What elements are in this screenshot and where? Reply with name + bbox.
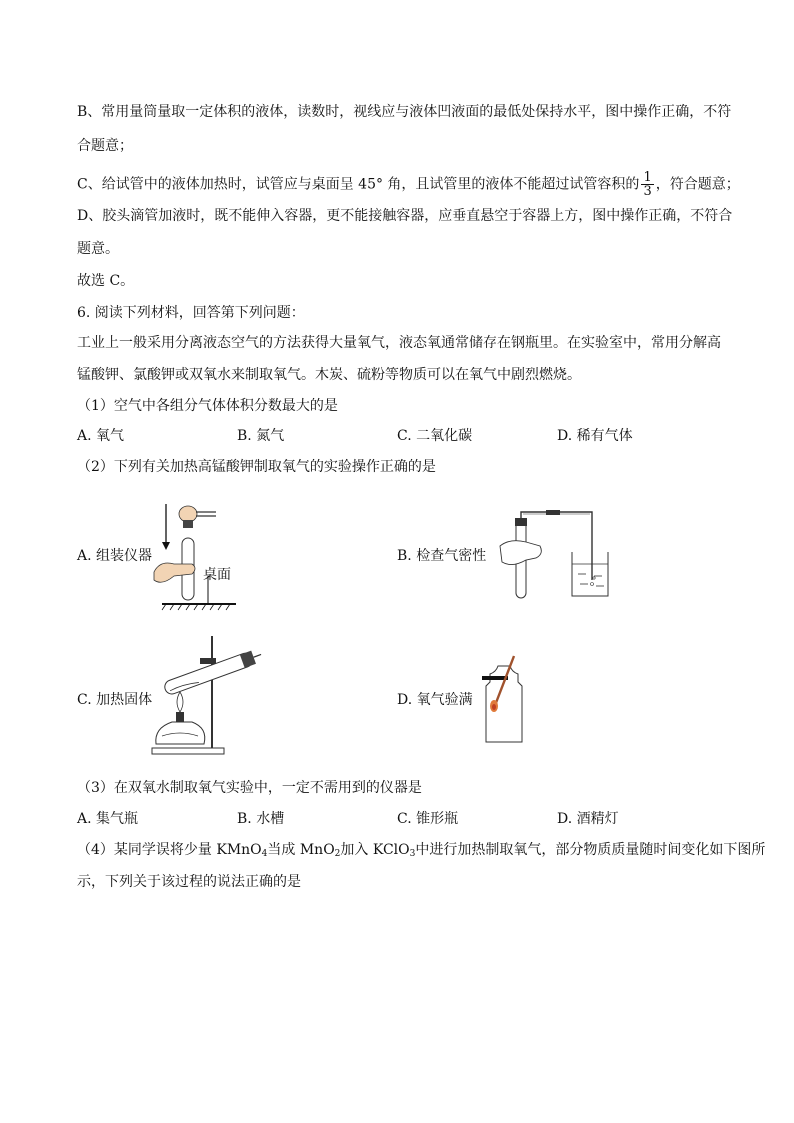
sub-question-4-line2: 示，下列关于该过程的说法正确的是 [77,874,301,890]
q4-subscript-3: 3 [409,849,416,859]
explanation-c-text: C、给试管中的液体加热时，试管应与桌面呈 45° 角，且试管里的液体不能超过试管容积的 [77,176,640,193]
q1-option-b[interactable]: B. 氮气 [237,428,285,444]
q4-text-part2: 当成 MnO [267,842,335,858]
q1-option-c[interactable]: C. 二氧化碳 [397,428,473,444]
figure-oxygen-full-test [478,652,530,746]
explanation-b-line1: B、常用量筒量取一定体积的液体，读数时，视线应与液体凹液面的最低处保持水平，图中操作正确，不符 [77,104,732,120]
q4-text-part4: 中进行加热制取氧气，部分物质质量随时间变化如下图所 [415,842,766,858]
explanation-d-line2: 题意。 [77,241,119,257]
explanation-c-tail: ，符合题意； [655,176,740,193]
figure-assembling-apparatus [148,494,244,620]
q4-text-part3: 加入 KClO [340,842,410,858]
q3-option-a[interactable]: A. 集气瓶 [77,811,139,827]
sub-question-2: （2）下列有关加热高锰酸钾制取氧气的实验操作正确的是 [77,459,436,475]
q4-subscript-1: 4 [261,849,268,859]
q2-figure-a-label[interactable]: A. 组装仪器 [77,548,153,564]
q2-figure-d-label[interactable]: D. 氧气验满 [397,692,473,708]
fraction-one-third [641,171,653,198]
material-line2: 锰酸钾、氯酸钾或双氧水来制取氧气。木炭、硫粉等物质可以在氧气中剧烈燃烧。 [77,367,581,383]
q1-option-d[interactable]: D. 稀有气体 [557,428,633,444]
fraction-numerator: 1 [643,170,652,185]
q1-option-a[interactable]: A. 氧气 [77,428,125,444]
q4-text-part1: （4）某同学误将少量 KMnO [77,842,262,858]
figure-heating-solid [140,632,264,760]
desk-label: 桌面 [203,567,231,583]
question-6-title: 6. 阅读下列材料，回答第下列问题： [77,305,305,321]
q3-option-d[interactable]: D. 酒精灯 [557,811,619,827]
q2-figure-b-label[interactable]: B. 检查气密性 [397,548,487,564]
material-line1: 工业上一般采用分离液态空气的方法获得大量氧气，液态氧通常储存在钢瓶里。在实验室中，常用分解高 [77,335,721,351]
answer-line: 故选 C。 [77,273,135,289]
sub-question-4-line1 [77,841,765,863]
q3-option-b[interactable]: B. 水槽 [237,811,285,827]
sub-question-1: （1）空气中各组分气体体积分数最大的是 [77,398,338,414]
q2-figure-c-label[interactable]: C. 加热固体 [77,692,153,708]
q3-option-c[interactable]: C. 锥形瓶 [397,811,459,827]
explanation-d-line1: D、胶头滴管加液时，既不能伸入容器，更不能接触容器，应垂直悬空于容器上方，图中操作正确，不符合 [77,208,733,224]
fraction-denominator: 3 [643,184,652,199]
q4-subscript-2: 2 [334,849,341,859]
explanation-b-line2: 合题意； [77,138,133,154]
figure-airtightness-check [490,506,614,602]
explanation-c-line [77,171,740,198]
sub-question-3: （3）在双氧水制取氧气实验中，一定不需用到的仪器是 [77,780,422,796]
